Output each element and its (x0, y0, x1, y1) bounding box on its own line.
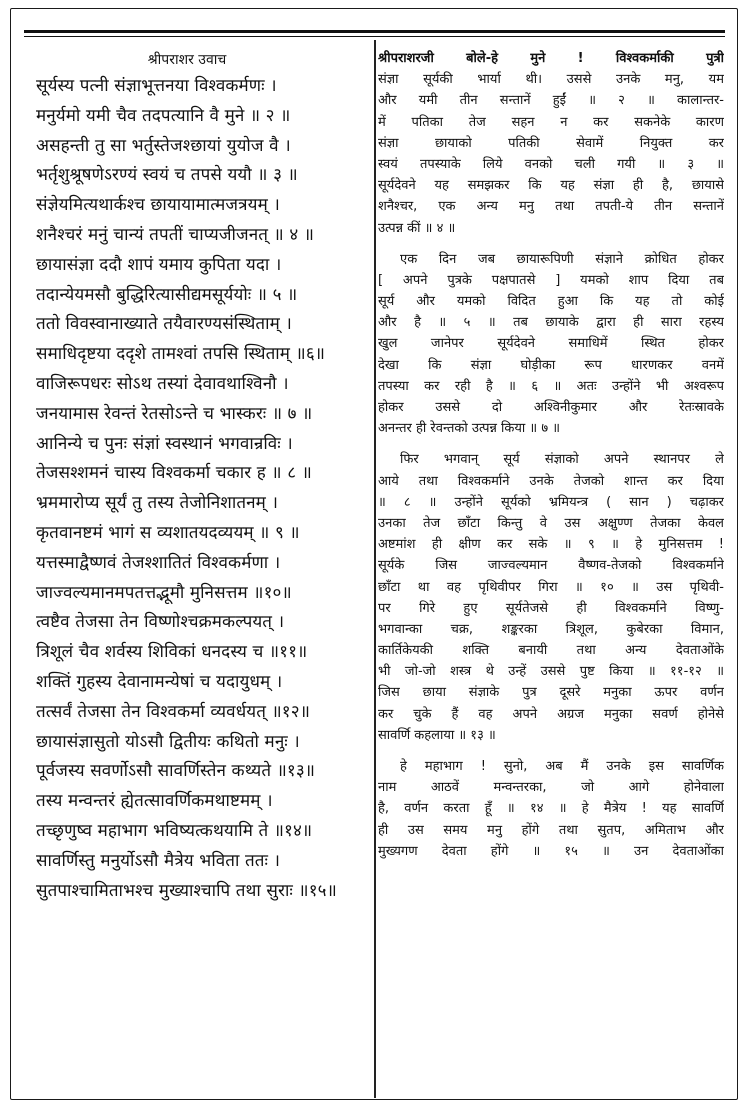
translation-line: संज्ञा सूर्यकी भार्या थी। उससे उनके मनु, यम (378, 72, 724, 88)
translation-line: संज्ञा छायाको पतिकी सेवामें नियुक्त कर (378, 135, 724, 151)
verse-line: सावर्णिस्तु मनुर्योऽसौ मैत्रेय भविता ततः । (36, 850, 281, 871)
header-rule-thick (24, 30, 725, 33)
verse-line: सुतपाश्चामिताभश्च मुख्याश्चापि तथा सुराः ॥१५॥ (36, 880, 337, 901)
verse-line: संज्ञेयमित्यथार्कश्च छायायामात्मजत्रयम् । (36, 195, 280, 216)
sanskrit-heading: श्रीपराशर उवाच (147, 52, 227, 68)
translation-line: कर चुके हैं वह अपने अग्रज मनुका सवर्ण होनेसे (378, 706, 724, 722)
translation-line: सूर्य और यमको विदित हुआ कि यह तो कोई (378, 294, 724, 310)
verse-line: तस्य मन्वन्तरं ह्येतत्सावर्णिकमथाष्टमम् । (36, 791, 273, 812)
translation-line: सावर्णि कहलाया ॥ १३ ॥ (378, 727, 496, 743)
translation-line: भगवान्का चक्र, शङ्करका त्रिशूल, कुबेरका विमान, (378, 621, 724, 637)
translation-line: उनका तेज छाँटा किन्तु वे उस अक्षुण्ण तेजका केवल (378, 515, 724, 531)
translation-line: सूर्यदेवने यह समझकर कि यह संज्ञा ही है, छायासे (378, 178, 724, 194)
verse-list (36, 72, 368, 906)
translation-paragraph-3 (378, 449, 724, 746)
verse-line: छायासंज्ञा ददौ शापं यमाय कुपिता यदा । (36, 254, 282, 275)
hindi-translation-column (378, 48, 724, 872)
translation-line: आये तथा विश्वकर्माने उनके तेजको शान्त कर दिया (378, 473, 724, 489)
verse-line: त्रिशूलं चैव शर्वस्य शिविकां धनदस्य च ॥११॥ (36, 642, 308, 663)
verse-line: शक्तिं गुहस्य देवानामन्येषां च यदायुधम् । (36, 671, 283, 692)
translation-line: छाँटा था वह पृथिवीपर गिरा ॥ १० ॥ उस पृथिवी- (378, 579, 724, 595)
verse-line: पूर्वजस्य सवर्णोऽसौ सावर्णिस्तेन कथ्यते ॥१३॥ (36, 761, 316, 782)
verse-line: जनयामास रेवन्तं रेतसोऽन्ते च भास्करः ॥ ७ ॥ (36, 403, 313, 424)
translation-paragraph-2 (378, 249, 724, 440)
translation-line: अष्टमांश ही क्षीण कर सके ॥ ९ ॥ हे मुनिसत्तम ! (378, 537, 724, 553)
verse-line: सूर्यस्य पत्नी संज्ञाभूत्तनया विश्वकर्मणः । (36, 76, 277, 96)
translation-line: एक दिन जब छायारूपिणी संज्ञाने क्रोधित होकर (400, 251, 724, 267)
translation-line: कार्तिकेयकी शक्ति बनायी तथा अन्य देवताओंके (378, 643, 724, 659)
verse-line: छायासंज्ञासुतो योऽसौ द्वितीयः कथितो मनुः । (36, 731, 300, 752)
translation-line: तपस्या कर रही है ॥ ६ ॥ अतः उन्होंने भी अश्वरूप (378, 378, 724, 394)
verse-line: तदान्येयमसौ बुद्धिरित्यासीद्यमसूर्ययोः ॥ ५ ॥ (36, 284, 298, 305)
translation-line: और है ॥ ५ ॥ तब छायाके द्वारा ही सारा रहस्य (378, 315, 724, 331)
verse-line: भ्रममारोप्य सूर्यं तु तस्य तेजोनिशातनम् । (36, 493, 278, 514)
verse-line: असहन्ती तु सा भर्तुस्तेजश्छायां युयोज वै । (36, 135, 291, 156)
verse-line: त्वष्टैव तेजसा तेन विष्णोश्चक्रमकल्पयत् । (36, 612, 285, 633)
speaker-heading: श्रीपराशरजी बोले-हे मुने ! विश्वकर्माकी पुत्री (378, 51, 724, 66)
header-rule-thin (24, 36, 725, 37)
translation-line: भी जो-जो शस्त्र थे उन्हें उससे पुष्ट किया ॥ ११-१२ ॥ (378, 664, 724, 680)
translation-line: जिस छाया संज्ञाके पुत्र दूसरे मनुका ऊपर वर्णन (378, 685, 724, 701)
verse-line: ततो विवस्वानाख्याते तयैवारण्यसंस्थिताम् । (36, 314, 292, 335)
translation-line: [ अपने पुत्रके पक्षपातसे ] यमको शाप दिया तब (378, 272, 724, 288)
verse-line: वाजिरूपधरः सोऽथ तस्यां देवावथाश्विनौ । (36, 373, 289, 394)
verse-line: शनैश्चरं मनुं चान्यं तपतीं चाप्यजीजनत् ॥ ४ ॥ (36, 224, 315, 245)
translation-line: शनैश्चर, एक अन्य मनु तथा तपती-ये तीन सन्तानें (378, 199, 724, 215)
translation-line: ॥ ८ ॥ उन्होंने सूर्यको भ्रमियन्त्र ( सान ) चढ़ाकर (378, 494, 724, 510)
translation-line: खुल जानेपर सूर्यदेवने समाधिमें स्थित होकर (378, 336, 724, 352)
column-divider (374, 40, 376, 1098)
translation-paragraph-1 (378, 48, 724, 239)
translation-line: देखा कि संज्ञा घोड़ीका रूप धारणकर वनमें (378, 357, 724, 373)
verse-line: समाधिदृष्टया ददृशे तामश्वां तपसि स्थिताम् ॥६॥ (36, 344, 326, 365)
verse-line: तच्छृणुष्व महाभाग भविष्यत्कथयामि ते ॥१४॥ (36, 820, 313, 841)
sanskrit-column (36, 44, 368, 906)
translation-line: नाम आठवें मन्वन्तरका, जो आगे होनेवाला (378, 780, 724, 796)
translation-paragraph-4 (378, 756, 724, 862)
verse-line: आनिन्ये च पुनः संज्ञां स्वस्थानं भगवान्रविः । (36, 433, 293, 454)
translation-line: हे महाभाग ! सुनो, अब मैं उनके इस सावर्णिक (400, 759, 724, 774)
translation-line: है, वर्णन करता हूँ ॥ १४ ॥ हे मैत्रेय ! यह सावर्णि (378, 801, 724, 817)
translation-line: मुख्यगण देवता होंगे ॥ १५ ॥ उन देवताओंका (378, 843, 724, 859)
verse-line: यत्तस्माद्वैष्णवं तेजश्शातितं विश्वकर्मणा । (36, 552, 281, 573)
translation-line: फिर भगवान् सूर्य संज्ञाको अपने स्थानपर ले (400, 452, 724, 468)
verse-line: तत्सर्वं तेजसा तेन विश्वकर्मा व्यवर्धयत् ॥१२॥ (36, 701, 310, 722)
verse-line: कृतवानष्टमं भागं स व्यशातयदव्ययम् ॥ ९ ॥ (36, 522, 300, 543)
translation-line: होकर उससे दो अश्विनीकुमार और रेतःस्रावके (378, 400, 724, 415)
translation-line: उत्पन्न कीं ॥ ४ ॥ (378, 220, 456, 236)
translation-line: में पतिका तेज सहन न कर सकनेके कारण (378, 114, 724, 130)
translation-line: और यमी तीन सन्तानें हुईं ॥ २ ॥ कालान्तर- (378, 93, 724, 109)
translation-line: सूर्यके जिस जाज्वल्यमान वैष्णव-तेजको विश्वकर्माने (378, 558, 724, 574)
translation-line: पर गिरे हुए सूर्यतेजसे ही विश्वकर्माने विष्णु- (378, 600, 724, 616)
verse-line: जाज्वल्यमानमपतत्तद्भूमौ मुनिसत्तम ॥१०॥ (36, 582, 292, 603)
translation-line: अनन्तर ही रेवन्तको उत्पन्न किया ॥ ७ ॥ (378, 421, 561, 437)
verse-line: भर्तृशुश्रूषणेऽरण्यं स्वयं च तपसे ययौ ॥ ३ ॥ (36, 165, 298, 186)
translation-line: ही उस समय मनु होंगे तथा सुतप, अमिताभ और (378, 822, 724, 838)
verse-line: तेजसश्शमनं चास्य विश्वकर्मा चकार ह ॥ ८ ॥ (36, 463, 312, 484)
verse-line: मनुर्यमो यमी चैव तदपत्यानि वै मुने ॥ २ ॥ (36, 105, 291, 126)
translation-line: स्वयं तपस्याके लिये वनको चली गयी ॥ ३ ॥ (378, 156, 724, 172)
